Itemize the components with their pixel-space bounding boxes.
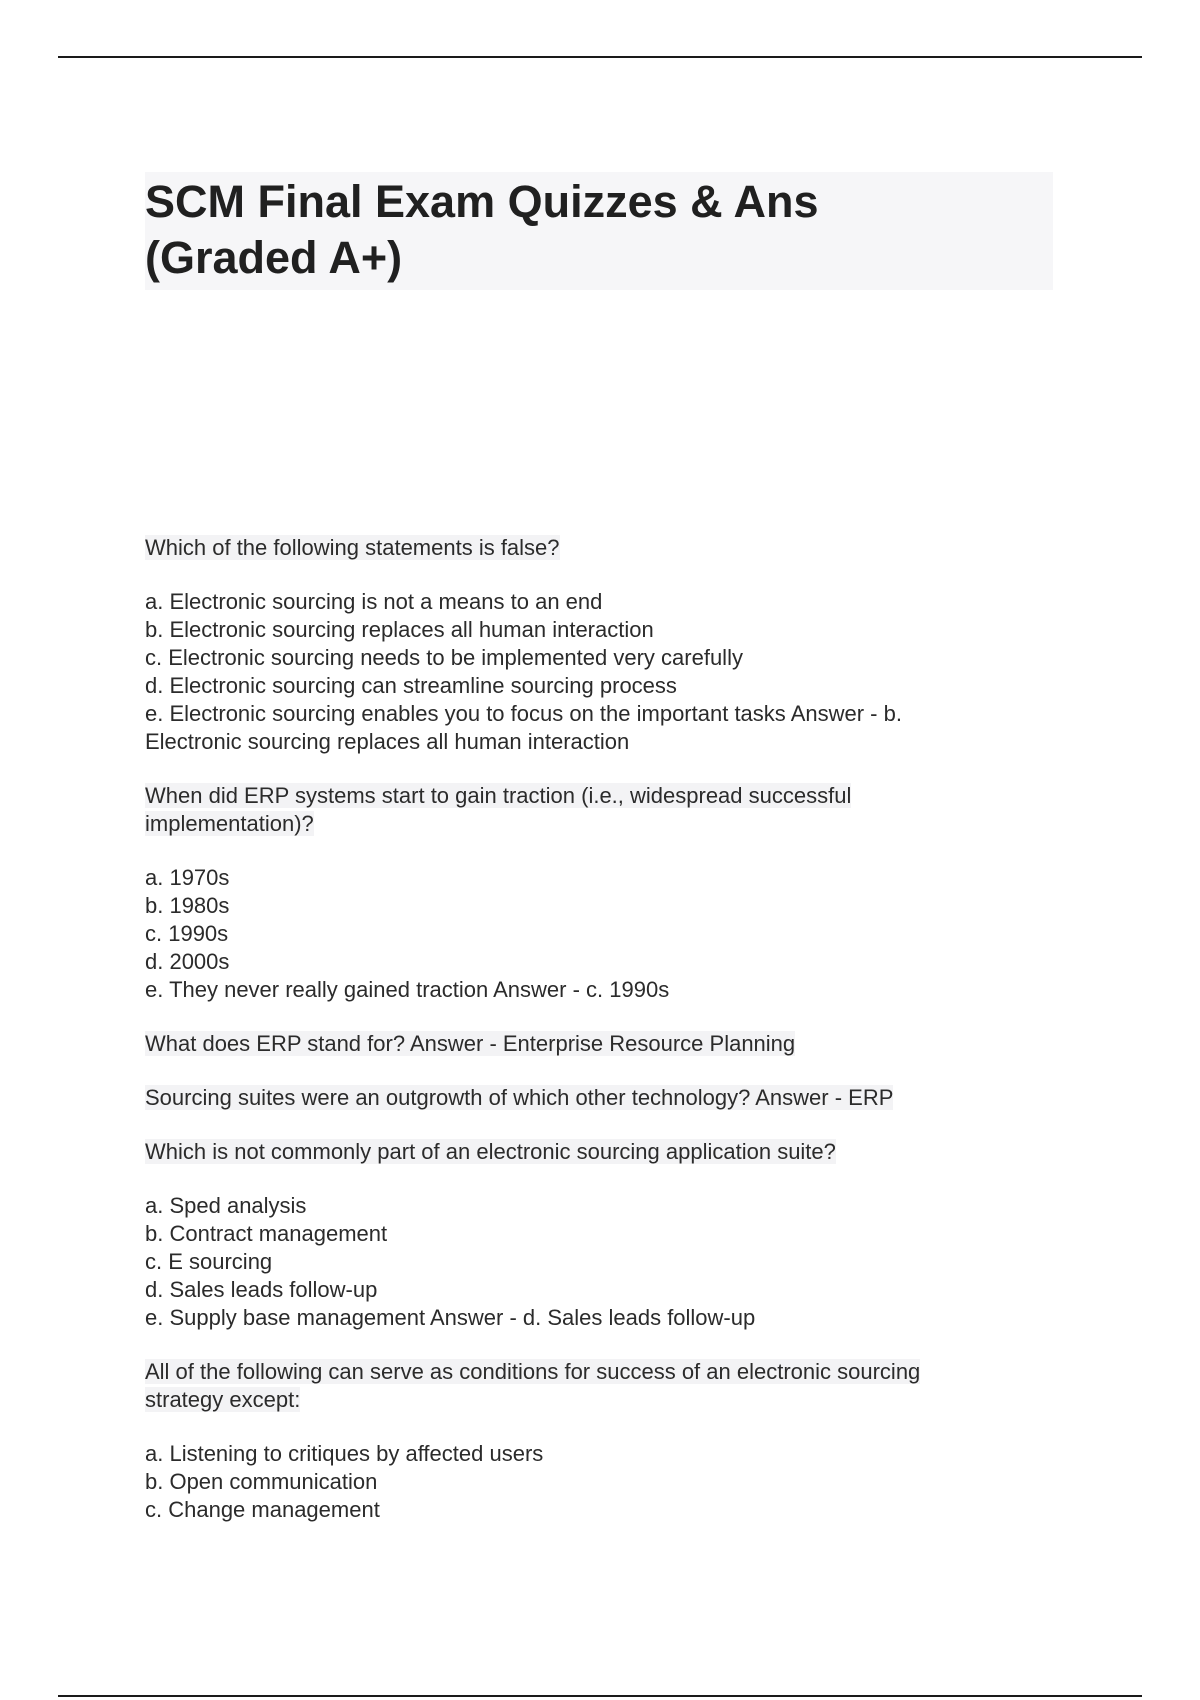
option-2c: c. 1990s [145,921,229,946]
option-6b: b. Open communication [145,1469,378,1494]
question-block-3 [145,1030,1025,1058]
question-2-text-line-2: implementation)? [145,811,314,836]
top-divider [58,56,1142,58]
question-block-6 [145,1358,1025,1414]
option-5c: c. E sourcing [145,1249,273,1274]
question-2-options [145,864,1025,1004]
option-2a: a. 1970s [145,865,230,890]
question-6-text-line-2: strategy except: [145,1387,301,1412]
option-1c: c. Electronic sourcing needs to be implemented very carefully [145,645,743,670]
question-6-options [145,1440,1025,1524]
question-2-text-line-1: When did ERP systems start to gain traction (i.e., widespread successful [145,783,852,808]
title-line-1: SCM Final Exam Quizzes & Ans [145,176,819,227]
option-1e: e. Electronic sourcing enables you to focus on the important tasks Answer - b. [145,701,902,726]
title-block [145,172,1053,290]
question-6-text-line-1: All of the following can serve as conditions for success of an electronic sourcing [145,1359,921,1384]
option-5b: b. Contract management [145,1221,388,1246]
option-1b: b. Electronic sourcing replaces all human interaction [145,617,654,642]
question-block-4 [145,1084,1025,1112]
option-1a: a. Electronic sourcing is not a means to an end [145,589,603,614]
option-2d: d. 2000s [145,949,230,974]
bottom-divider [58,1695,1142,1697]
option-5a: a. Sped analysis [145,1193,307,1218]
option-2e: e. They never really gained traction Answer - c. 1990s [145,977,670,1002]
quiz-content [145,534,1025,1550]
question-1-text: Which of the following statements is false? [145,535,560,560]
option-6a: a. Listening to critiques by affected users [145,1441,544,1466]
question-4-text: Sourcing suites were an outgrowth of which other technology? Answer - ERP [145,1085,894,1110]
option-1d: d. Electronic sourcing can streamline sourcing process [145,673,677,698]
question-block-5 [145,1138,1025,1166]
question-1-options [145,588,1025,756]
question-block-1 [145,534,1025,562]
question-5-text: Which is not commonly part of an electronic sourcing application suite? [145,1139,836,1164]
option-6c: c. Change management [145,1497,380,1522]
option-2b: b. 1980s [145,893,230,918]
question-block-2 [145,782,1025,838]
answer-1-continued: Electronic sourcing replaces all human interaction [145,729,630,754]
question-3-text: What does ERP stand for? Answer - Enterprise Resource Planning [145,1031,796,1056]
option-5e: e. Supply base management Answer - d. Sales leads follow-up [145,1305,756,1330]
question-5-options [145,1192,1025,1332]
option-5d: d. Sales leads follow-up [145,1277,378,1302]
title-line-2: (Graded A+) [145,232,403,283]
document-title [145,174,1053,286]
